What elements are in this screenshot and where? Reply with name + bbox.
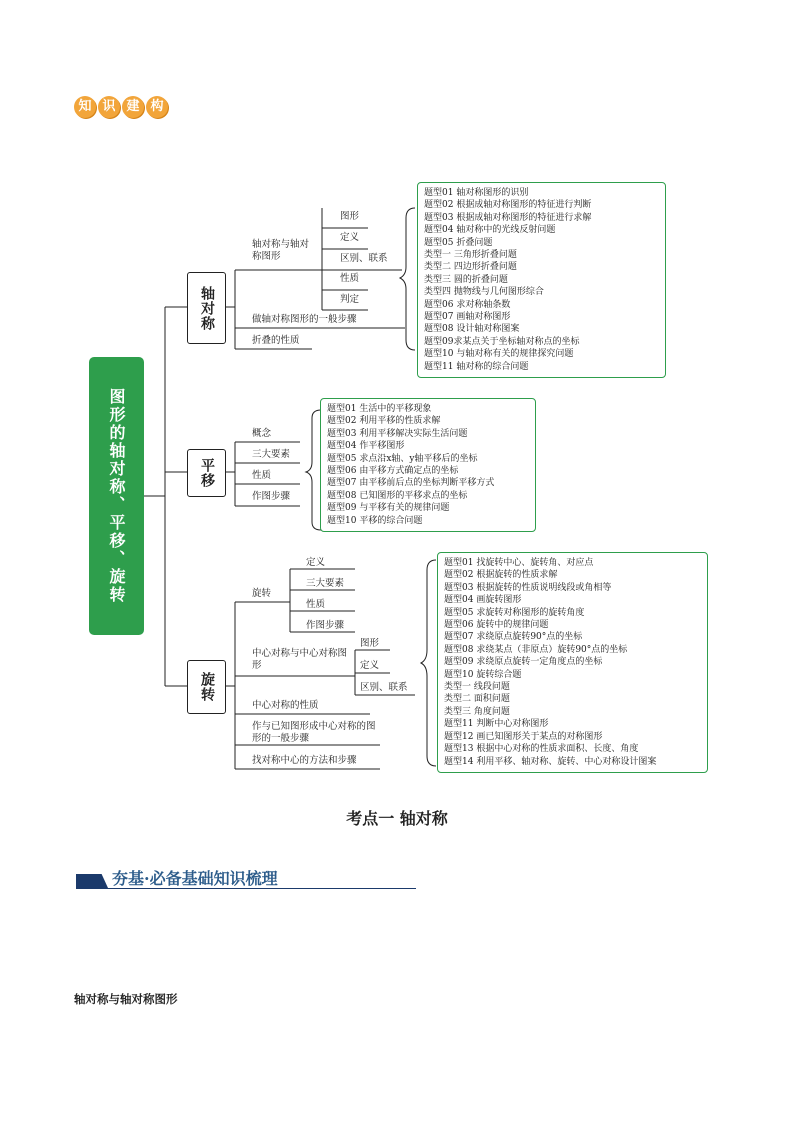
question-type: 题型03 根据旋转的性质说明线段或角相等 [444,582,612,593]
axis-item: 区别、联系 [340,253,388,264]
central-symmetry-group-label: 中心对称与中心对称图形 [252,648,348,671]
question-type: 题型07 求绕原点旋转90°点的坐标 [444,632,583,643]
question-type: 题型10 平移的综合问题 [327,515,423,526]
question-type: 题型07 画轴对称图形 [424,312,511,323]
question-type: 题型08 设计轴对称图案 [424,324,520,335]
question-type: 题型04 轴对称中的光线反射问题 [424,225,556,236]
question-type: 题型01 找旋转中心、旋转角、对应点 [444,558,594,568]
question-type: 类型三 角度问题 [444,706,510,717]
rotate-item: 定义 [306,557,326,568]
question-type: 类型一 线段问题 [444,682,510,693]
badge-char: 构 [146,96,168,118]
rotate-item: 性质 [306,599,326,610]
rotate-other-item: 中心对称的性质 [252,700,319,711]
section-rotation: 旋转 [187,660,226,714]
question-type: 类型四 抛物线与几何图形综合 [424,287,544,298]
question-type: 题型01 生活中的平移现象 [327,404,432,414]
badge-char: 知 [74,96,96,118]
axis-step-item: 做轴对称图形的一般步骤 [252,314,357,325]
rotate-item: 作图步骤 [306,620,345,631]
question-type: 类型二 四边形折叠问题 [424,262,517,273]
section-title: 考点一 轴对称 [346,809,448,828]
rotate-group-label: 旋转 [252,588,272,599]
rotate-question-types [437,552,708,773]
badge-char: 建 [122,96,144,118]
question-type: 题型06 旋转中的规律问题 [444,620,549,631]
question-type: 题型08 求绕某点（非原点）旋转90°点的坐标 [444,644,628,655]
central-symmetry-item: 区别、联系 [360,682,408,693]
basics-banner [76,866,416,890]
question-type: 题型09求某点关于坐标轴对称点的坐标 [424,336,580,347]
question-type: 题型10 与轴对称有关的规律探究问题 [424,349,574,360]
question-type: 类型三 圆的折叠问题 [424,274,508,285]
subheading: 轴对称与轴对称图形 [74,992,178,1006]
rotate-other-item: 找对称中心的方法和步骤 [252,755,357,766]
central-symmetry-item: 定义 [360,660,380,671]
question-type: 题型11 轴对称的综合问题 [424,361,529,372]
question-type: 题型11 判断中心对称图形 [444,719,549,730]
question-type: 题型04 作平移图形 [327,441,405,452]
question-type: 题型09 与平移有关的规律问题 [327,503,450,514]
banner-title: 夯基·必备基础知识梳理 [112,869,278,888]
question-type: 题型05 求点沿x轴、y轴平移后的坐标 [327,453,478,464]
question-type: 题型03 利用平移解决实际生活问题 [327,428,468,439]
central-symmetry-item: 图形 [360,638,380,649]
question-type: 题型05 求旋转对称图形的旋转角度 [444,607,585,618]
translate-item: 概念 [252,428,272,439]
axis-question-types [417,182,666,378]
question-type: 题型02 根据成轴对称图形的特征进行判断 [424,200,592,211]
question-type: 题型09 求绕原点旋转一定角度点的坐标 [444,657,603,668]
axis-group-label: 轴对称与轴对称图形 [252,239,310,262]
question-type: 题型04 画旋转图形 [444,595,522,606]
section-axis-symmetry: 轴对称 [187,272,226,344]
rotate-item: 三大要素 [306,578,345,589]
rotate-other-item: 作与已知图形成中心对称的图形的一般步骤 [252,721,376,744]
axis-item: 定义 [340,232,360,243]
question-type: 题型07 由平移前后点的坐标判断平移方式 [327,478,495,489]
translate-item: 三大要素 [252,449,291,460]
question-type: 题型06 由平移方式确定点的坐标 [327,466,459,477]
question-type: 题型12 画已知图形关于某点的对称图形 [444,731,603,742]
question-type: 类型二 面积问题 [444,694,510,705]
mindmap-root: 图形的轴对称、平移、旋转 [89,357,144,635]
section-translation: 平移 [187,449,226,497]
question-type: 题型06 求对称轴条数 [424,299,511,310]
axis-fold-item: 折叠的性质 [252,335,300,346]
axis-item: 图形 [340,211,360,222]
translate-item: 作图步骤 [252,491,291,502]
question-type: 题型02 根据旋转的性质求解 [444,570,558,581]
axis-item: 性质 [340,273,360,284]
question-type: 题型08 已知图形的平移求点的坐标 [327,490,468,501]
question-type: 题型05 折叠问题 [424,237,493,248]
translate-question-types [320,398,536,532]
question-type: 题型14 利用平移、轴对称、旋转、中心对称设计图案 [444,756,657,767]
badge-char: 识 [98,96,120,118]
question-type: 类型一 三角形折叠问题 [424,250,517,261]
axis-item: 判定 [340,294,360,305]
question-type: 题型03 根据成轴对称图形的特征进行求解 [424,212,592,223]
banner-arrow-shape [76,874,108,888]
question-type: 题型02 利用平移的性质求解 [327,416,441,427]
question-type: 题型01 轴对称图形的识别 [424,188,529,198]
question-type: 题型10 旋转综合题 [444,669,522,680]
question-type: 题型13 根据中心对称的性质求面积、长度、角度 [444,744,639,755]
translate-item: 性质 [252,470,272,481]
